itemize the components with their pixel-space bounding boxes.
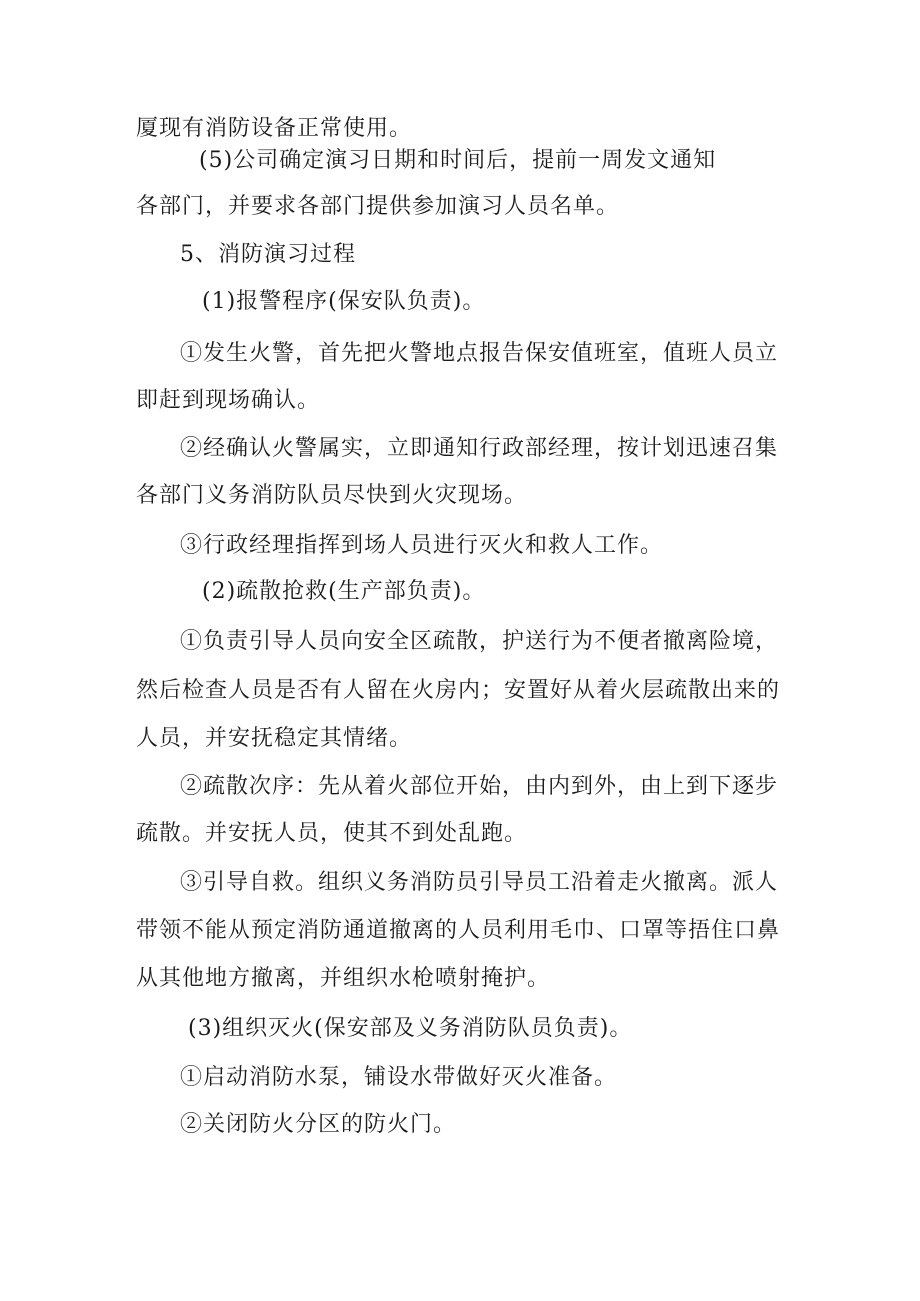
subsection-heading: (2)疏散抢救(生产部负责)。 [202,579,486,604]
text-line: ①启动消防水泵，铺设水带做好灭火准备。 [180,1065,618,1090]
text-line: 即赶到现场确认。 [136,388,321,413]
section-heading: 5、消防演习过程 [180,242,356,267]
text-line: ②关闭防火分区的防火门。 [180,1112,457,1137]
text-line: 各部门，并要求各部门提供参加演习人员名单。 [136,194,620,219]
text-line: 从其他地方撤离，并组织水枪喷射掩护。 [136,966,551,991]
subsection-heading: (1)报警程序(保安队负责)。 [202,289,486,314]
text-line: 各部门义务消防队员尽快到火灾现场。 [136,483,528,508]
text-line: 厦现有消防设备正常使用。 [136,116,413,141]
text-line: ①负责引导人员向安全区疏散，护送行为不便者撤离险境， [180,629,779,654]
text-line: 然后检查人员是否有人留在火房内；安置好从着火层疏散出来的 [136,678,781,703]
text-line: ③引导自救。组织义务消防员引导员工沿着走火撤离。派人 [180,870,779,895]
text-line: 带领不能从预定消防通道撤离的人员利用毛巾、口罩等捂住口鼻 [136,918,781,943]
text-line: ③行政经理指挥到场人员进行灭火和救人工作。 [180,533,664,558]
text-line: 人员，并安抚稳定其情绪。 [136,726,413,751]
text-line: ①发生火警，首先把火警地点报告保安值班室，值班人员立 [180,341,779,366]
text-line: ②疏散次序：先从着火部位开始，由内到外，由上到下逐步 [180,774,779,799]
text-line: (5)公司确定演习日期和时间后，提前一周发文通知 [199,148,717,173]
text-line: ②经确认火警属实，立即通知行政部经理，按计划迅速召集 [180,436,779,461]
subsection-heading: (3)组织灭火(保安部及义务消防队员负责)。 [188,1016,633,1041]
text-line: 疏散。并安抚人员，使其不到处乱跑。 [136,821,528,846]
